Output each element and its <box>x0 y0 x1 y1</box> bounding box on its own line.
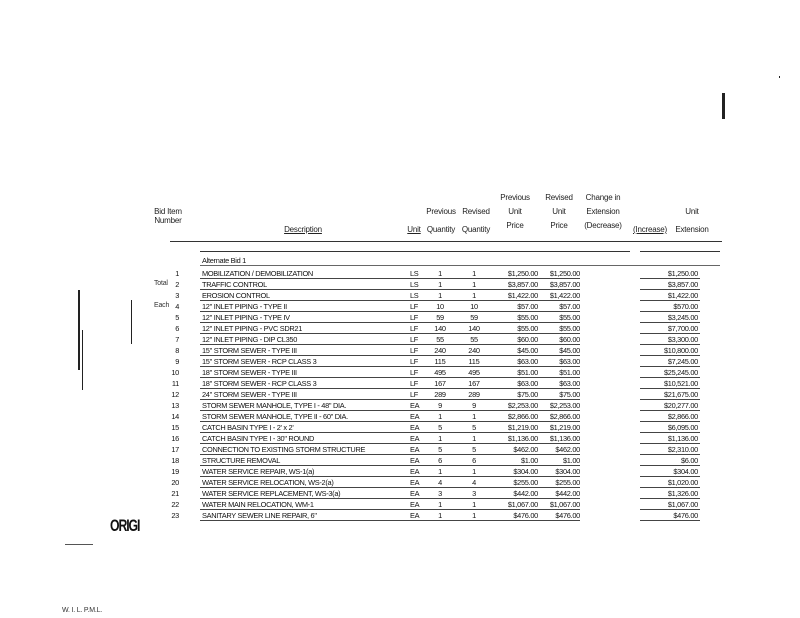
revised-quantity: 1 <box>472 412 476 421</box>
previous-quantity: 1 <box>438 500 442 509</box>
revised-quantity: 4 <box>472 478 476 487</box>
previous-unit-price: $45.00 <box>517 346 538 355</box>
previous-quantity: 1 <box>438 434 442 443</box>
item-description: WATER MAIN RELOCATION, WM-1 <box>202 500 314 509</box>
revised-quantity: 59 <box>470 313 478 322</box>
header-rule-2a <box>200 251 630 252</box>
item-description: CATCH BASIN TYPE I - 30" ROUND <box>202 434 315 443</box>
previous-unit-price: $1,067.00 <box>507 500 538 509</box>
header-previous-quantity: Previous Quantity <box>426 207 456 234</box>
revised-quantity: 9 <box>472 401 476 410</box>
left-label-each: Each <box>154 302 170 309</box>
item-unit: LF <box>410 335 419 344</box>
item-number: 4 <box>175 302 179 311</box>
revised-quantity: 1 <box>472 511 476 520</box>
previous-unit-price: $304.00 <box>513 467 538 476</box>
revised-quantity: 55 <box>470 335 478 344</box>
item-description: 18" STORM SEWER - RCP CLASS 3 <box>202 379 317 388</box>
previous-unit-price: $1.00 <box>521 456 538 465</box>
extension: $1,250.00 <box>667 269 698 278</box>
extension: $6.00 <box>681 456 698 465</box>
extension: $25,245.00 <box>664 368 698 377</box>
extension: $1,020.00 <box>667 478 698 487</box>
item-number: 12 <box>171 390 179 399</box>
item-number: 1 <box>175 269 179 278</box>
revised-quantity: 167 <box>468 379 480 388</box>
item-unit: EA <box>410 423 420 432</box>
item-description: 15" STORM SEWER - RCP CLASS 3 <box>202 357 317 366</box>
extension: $2,866.00 <box>667 412 698 421</box>
item-unit: LF <box>410 379 419 388</box>
item-number: 18 <box>171 456 179 465</box>
previous-unit-price: $75.00 <box>517 390 538 399</box>
revised-unit-price: $63.00 <box>559 379 580 388</box>
header-change-in-extension: Change in Extension (Decrease) <box>584 193 622 230</box>
previous-quantity: 495 <box>434 368 446 377</box>
header-rule-1 <box>170 241 722 242</box>
revised-unit-price: $442.00 <box>555 489 580 498</box>
previous-unit-price: $462.00 <box>513 445 538 454</box>
revised-quantity: 140 <box>468 324 480 333</box>
previous-unit-price: $2,253.00 <box>507 401 538 410</box>
item-unit: EA <box>410 456 420 465</box>
previous-quantity: 1 <box>438 511 442 520</box>
item-number: 21 <box>171 489 179 498</box>
item-unit: EA <box>410 500 420 509</box>
item-description: 12" INLET PIPING - PVC SDR21 <box>202 324 303 333</box>
revised-quantity: 1 <box>472 291 476 300</box>
revised-unit-price: $476.00 <box>555 511 580 520</box>
extension: $2,310.00 <box>667 445 698 454</box>
item-unit: LS <box>410 291 419 300</box>
revised-unit-price: $1.00 <box>563 456 580 465</box>
item-unit: EA <box>410 467 420 476</box>
extension: $1,326.00 <box>667 489 698 498</box>
item-unit: EA <box>410 489 420 498</box>
previous-quantity: 115 <box>434 357 446 366</box>
previous-unit-price: $60.00 <box>517 335 538 344</box>
header-description: Description <box>284 225 322 234</box>
previous-quantity: 1 <box>438 467 442 476</box>
extension: $10,800.00 <box>664 346 698 355</box>
revised-unit-price: $57.00 <box>559 302 580 311</box>
header-revised-quantity: Revised Quantity <box>461 207 491 234</box>
previous-unit-price: $1,136.00 <box>507 434 538 443</box>
revised-unit-price: $3,857.00 <box>549 280 580 289</box>
item-unit: LF <box>410 390 419 399</box>
item-number: 2 <box>175 280 179 289</box>
item-unit: LF <box>410 346 419 355</box>
item-description: CATCH BASIN TYPE I - 2' x 2' <box>202 423 294 432</box>
item-number: 8 <box>175 346 179 355</box>
section-title: Alternate Bid 1 <box>202 256 246 265</box>
previous-unit-price: $3,857.00 <box>507 280 538 289</box>
previous-quantity: 3 <box>438 489 442 498</box>
previous-unit-price: $1,422.00 <box>507 291 538 300</box>
item-description: STORM SEWER MANHOLE, TYPE II - 60" DIA. <box>202 412 348 421</box>
left-big-stamp: ORIGI <box>110 516 140 535</box>
previous-unit-price: $442.00 <box>513 489 538 498</box>
extension: $3,300.00 <box>667 335 698 344</box>
item-number: 7 <box>175 335 179 344</box>
revised-quantity: 240 <box>468 346 480 355</box>
item-number: 22 <box>171 500 179 509</box>
item-number: 16 <box>171 434 179 443</box>
item-number: 9 <box>175 357 179 366</box>
item-description: 18" STORM SEWER - TYPE III <box>202 368 297 377</box>
item-number: 19 <box>171 467 179 476</box>
previous-quantity: 1 <box>438 280 442 289</box>
revised-unit-price: $55.00 <box>559 324 580 333</box>
item-unit: LF <box>410 368 419 377</box>
left-label-total: Total <box>154 280 168 287</box>
extension: $7,700.00 <box>667 324 698 333</box>
previous-quantity: 5 <box>438 423 442 432</box>
scan-mark-dot <box>779 76 780 78</box>
scan-mark-top-right <box>722 93 725 119</box>
item-description: SANITARY SEWER LINE REPAIR, 6" <box>202 511 317 520</box>
item-number: 5 <box>175 313 179 322</box>
revised-quantity: 5 <box>472 445 476 454</box>
previous-quantity: 1 <box>438 291 442 300</box>
previous-unit-price: $2,866.00 <box>507 412 538 421</box>
previous-unit-price: $476.00 <box>513 511 538 520</box>
revised-unit-price: $2,866.00 <box>549 412 580 421</box>
previous-quantity: 1 <box>438 269 442 278</box>
extension: $10,521.00 <box>664 379 698 388</box>
previous-quantity: 167 <box>434 379 446 388</box>
item-description: 24" STORM SEWER - TYPE III <box>202 390 297 399</box>
extension: $3,857.00 <box>667 280 698 289</box>
item-number: 20 <box>171 478 179 487</box>
previous-unit-price: $51.00 <box>517 368 538 377</box>
item-number: 23 <box>171 511 179 520</box>
revised-quantity: 5 <box>472 423 476 432</box>
item-unit: LS <box>410 269 419 278</box>
item-unit: LF <box>410 324 419 333</box>
item-unit: LF <box>410 313 419 322</box>
item-number: 6 <box>175 324 179 333</box>
item-description: STORM SEWER MANHOLE, TYPE I - 48" DIA. <box>202 401 347 410</box>
previous-unit-price: $63.00 <box>517 357 538 366</box>
header-item-number: Bid Item Number <box>154 207 182 225</box>
extension: $1,067.00 <box>667 500 698 509</box>
previous-quantity: 1 <box>438 412 442 421</box>
item-description: STRUCTURE REMOVAL <box>202 456 281 465</box>
revised-unit-price: $63.00 <box>559 357 580 366</box>
item-number: 13 <box>171 401 179 410</box>
previous-quantity: 5 <box>438 445 442 454</box>
previous-unit-price: $1,250.00 <box>507 269 538 278</box>
revised-unit-price: $60.00 <box>559 335 580 344</box>
extension: $21,675.00 <box>664 390 698 399</box>
previous-quantity: 55 <box>436 335 444 344</box>
item-number: 11 <box>171 379 179 388</box>
item-description: 15" STORM SEWER - TYPE III <box>202 346 297 355</box>
scan-mark-left-dash <box>65 544 93 545</box>
revised-quantity: 1 <box>472 500 476 509</box>
item-unit: LF <box>410 302 419 311</box>
revised-quantity: 1 <box>472 467 476 476</box>
item-unit: EA <box>410 445 420 454</box>
revised-unit-price: $45.00 <box>559 346 580 355</box>
extension: $6,095.00 <box>667 423 698 432</box>
revised-quantity: 1 <box>472 269 476 278</box>
revised-unit-price: $75.00 <box>559 390 580 399</box>
footer-mark: W. I. L. P.M.L. <box>62 607 103 614</box>
item-description: 12" INLET PIPING - DIP CL350 <box>202 335 298 344</box>
item-description: 12" INLET PIPING - TYPE IV <box>202 313 290 322</box>
revised-quantity: 289 <box>468 390 480 399</box>
item-description: EROSION CONTROL <box>202 291 270 300</box>
previous-quantity: 240 <box>434 346 446 355</box>
item-unit: EA <box>410 434 420 443</box>
header-extension: Unit Extension <box>675 207 709 234</box>
extension: $1,136.00 <box>667 434 698 443</box>
row-underline-ext <box>640 520 700 521</box>
revised-unit-price: $1,136.00 <box>549 434 580 443</box>
revised-quantity: 10 <box>470 302 478 311</box>
extension: $20,277.00 <box>664 401 698 410</box>
item-description: 12" INLET PIPING - TYPE II <box>202 302 287 311</box>
revised-unit-price: $1,219.00 <box>549 423 580 432</box>
revised-quantity: 1 <box>472 280 476 289</box>
revised-quantity: 3 <box>472 489 476 498</box>
previous-quantity: 59 <box>436 313 444 322</box>
row-underline <box>200 520 580 521</box>
item-description: TRAFFIC CONTROL <box>202 280 267 289</box>
previous-unit-price: $255.00 <box>513 478 538 487</box>
revised-unit-price: $51.00 <box>559 368 580 377</box>
item-number: 14 <box>171 412 179 421</box>
revised-quantity: 115 <box>468 357 480 366</box>
item-description: WATER SERVICE REPAIR, WS-1(a) <box>202 467 315 476</box>
item-unit: LF <box>410 357 419 366</box>
revised-unit-price: $1,422.00 <box>549 291 580 300</box>
extension: $476.00 <box>673 511 698 520</box>
revised-quantity: 1 <box>472 434 476 443</box>
item-unit: LS <box>410 280 419 289</box>
revised-unit-price: $255.00 <box>555 478 580 487</box>
item-number: 15 <box>171 423 179 432</box>
previous-unit-price: $63.00 <box>517 379 538 388</box>
item-description: WATER SERVICE RELOCATION, WS-2(a) <box>202 478 334 487</box>
previous-quantity: 6 <box>438 456 442 465</box>
revised-unit-price: $55.00 <box>559 313 580 322</box>
extension: $570.00 <box>673 302 698 311</box>
item-description: MOBILIZATION / DEMOBILIZATION <box>202 269 313 278</box>
header-previous-unit-price: Previous Unit Price <box>500 193 530 230</box>
revised-quantity: 6 <box>472 456 476 465</box>
revised-unit-price: $2,253.00 <box>549 401 580 410</box>
previous-unit-price: $55.00 <box>517 324 538 333</box>
item-description: WATER SERVICE REPLACEMENT, WS-3(a) <box>202 489 341 498</box>
previous-quantity: 9 <box>438 401 442 410</box>
revised-unit-price: $304.00 <box>555 467 580 476</box>
header-increase: (Increase) <box>632 225 667 234</box>
extension: $7,245.00 <box>667 357 698 366</box>
previous-unit-price: $1,219.00 <box>507 423 538 432</box>
previous-unit-price: $55.00 <box>517 313 538 322</box>
item-number: 17 <box>171 445 179 454</box>
item-unit: EA <box>410 511 420 520</box>
revised-unit-price: $1,067.00 <box>549 500 580 509</box>
revised-quantity: 495 <box>468 368 480 377</box>
item-description: CONNECTION TO EXISTING STORM STRUCTURE <box>202 445 366 454</box>
revised-unit-price: $1,250.00 <box>549 269 580 278</box>
item-number: 10 <box>171 368 179 377</box>
header-rule-2b <box>640 251 720 252</box>
item-number: 3 <box>175 291 179 300</box>
section-rule <box>200 265 720 266</box>
header-revised-unit-price: Revised Unit Price <box>545 193 573 230</box>
previous-unit-price: $57.00 <box>517 302 538 311</box>
header-unit: Unit <box>407 225 421 234</box>
previous-quantity: 140 <box>434 324 446 333</box>
item-unit: EA <box>410 412 420 421</box>
extension: $3,245.00 <box>667 313 698 322</box>
item-unit: EA <box>410 478 420 487</box>
item-unit: EA <box>410 401 420 410</box>
previous-quantity: 4 <box>438 478 442 487</box>
previous-quantity: 289 <box>434 390 446 399</box>
extension: $304.00 <box>673 467 698 476</box>
extension: $1,422.00 <box>667 291 698 300</box>
revised-unit-price: $462.00 <box>555 445 580 454</box>
previous-quantity: 10 <box>436 302 444 311</box>
